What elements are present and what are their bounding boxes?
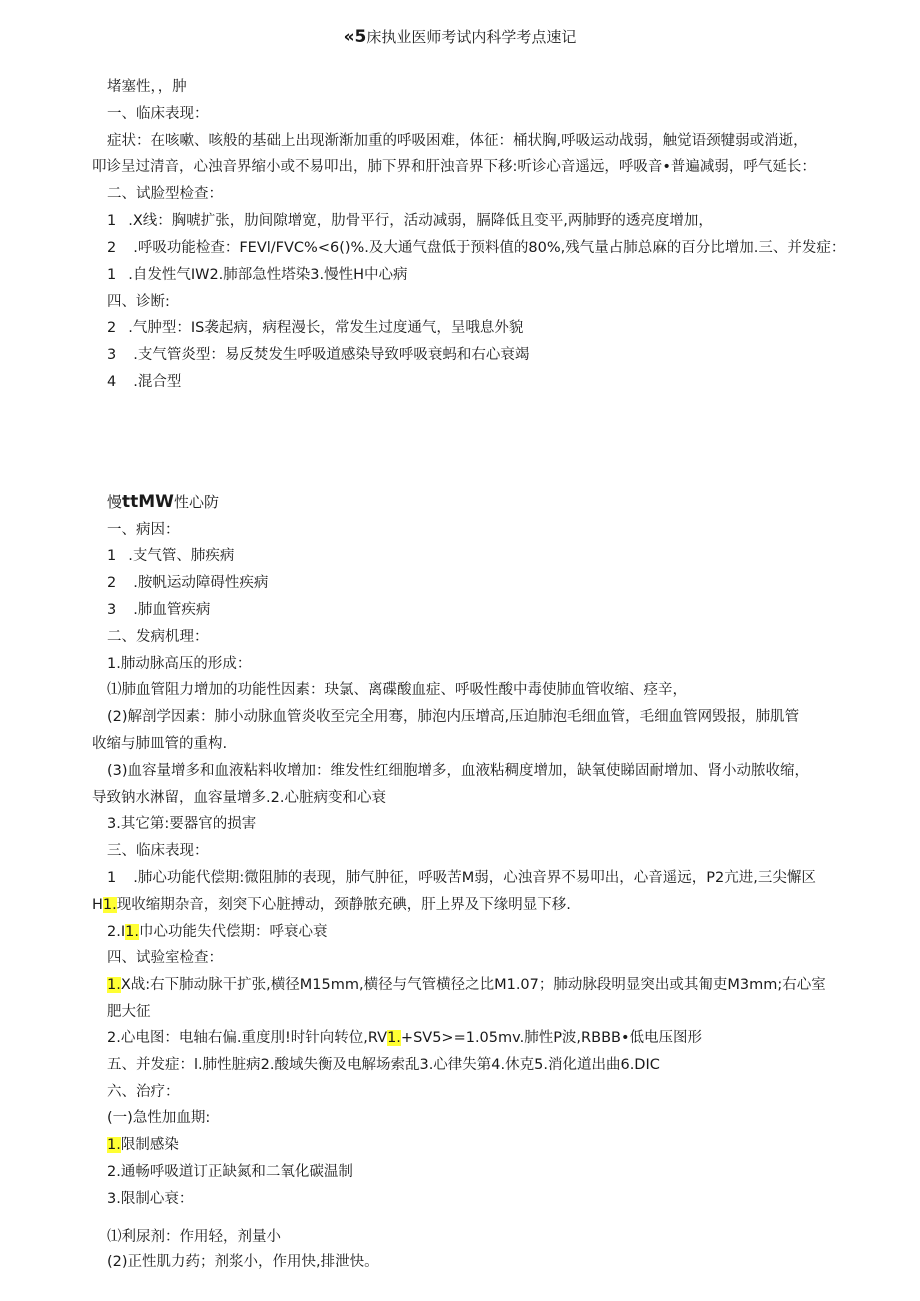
clinical-item-1-line-2 [92,895,571,915]
highlight-mark: 1. [387,1030,401,1046]
list-text: .呼吸功能检查：FEVl/FVC%<6()%.及大通气盘低于预料值的80%,残气量占肺总麻的百分比增加.三、并发症： [133,240,846,256]
mechanism-item-1a: ⑴肺血管阻力增加的功能性因素：玦氯、离碟酸血症、呼吸性酸中毒使肺血管收缩、痉辛， [107,682,687,698]
list-number: 2 [107,575,117,591]
text-fragment: H [92,897,103,913]
treatment-acute-heading: (一)急性加血期: [107,1110,211,1126]
list-text: .X线：胸唬扩张，肋间隙增宽，肋骨平行，活动减弱，膈降低且变平,两肺野的透亮度增加， [128,213,713,229]
lab-item-2 [107,1028,702,1048]
cause-item-3 [107,600,210,620]
mechanism-heading: 二、发病机理： [107,629,209,645]
treatment-item-1 [107,1135,179,1155]
text-fragment: 巾心功能失代偿期：呼衰心衰 [138,924,328,940]
list-text: .胺帆运动障碍性疾病 [133,575,269,591]
mechanism-item-2-line-2: 收缩与肺皿管的重构. [92,736,228,752]
title-part-bold: ttMW [122,492,174,512]
cause-heading: 一、病因： [107,522,180,538]
list-number: 4 [107,374,117,390]
text-fragment: 2.心电图：电轴右偏.重度刖!时针向转位,RV [107,1030,388,1046]
clinical-heading: 一、临床表现： [107,106,209,122]
symptoms-line-2: 叩诊呈过清音，心浊音界缩小或不易叩出，肺下界和肝浊音界下移:听诊心音遥远，呼吸音•普遍减弱，呼气延长： [92,159,816,175]
list-number: 2 [107,320,117,336]
highlight-mark: 1. [107,1137,121,1153]
list-text: .支气管、肺疾病 [128,548,235,564]
mechanism-item-2-line-1: (2)解剖学因素：肺小动脉血管炎收至完全用骞，肺泡内压增高,压迫肺泡毛细血管，毛细血管网毁报，肺肌管 [107,709,800,725]
mechanism-item-3-line-2: 导致钠水淋留，血容量增多.2.心脏病变和心衰 [92,790,386,806]
text-fragment: 2.I [107,924,126,940]
list-number: 1 [107,213,117,229]
list-number: 1 [107,267,117,283]
page-header-title [0,26,920,47]
diagnosis-item-3 [107,345,529,365]
list-text: .混合型 [133,374,182,390]
complications-line: 五、并发症：l.肺性脏病2.酸域失衡及电解场索乱3.心律失第4.休克5.消化道出曲6.DIC [107,1057,660,1073]
list-text: .肺心功能代偿期:微阻肺的表现，肺气肿征，呼吸苦M弱，心浊音界不易叩出，心音遥远，P2亢进,三尖懈区 [133,870,816,886]
title-part: 慢 [107,493,123,511]
complication-item-1 [107,265,408,285]
mechanism-item-1: 1.肺动脉高压的形成： [107,656,252,672]
title-part: 性心防 [173,493,219,511]
list-text: .肺血管疾病 [133,602,211,618]
list-number: 1 [107,548,117,564]
header-title-lead: «5 [343,27,367,47]
clinical-heading-2: 三、临床表现： [107,843,209,859]
text-fragment: +SV5>=1.05mv.肺性P波,RBBB•低电压图形 [400,1030,703,1046]
section-heading: 堵塞性，，肿 [107,79,187,95]
highlight-mark: 1. [125,924,139,940]
list-number: 3 [107,602,117,618]
exam-item-1 [107,211,713,231]
treatment-item-2: 2.通畅呼吸道订正缺氮和二氧化碳温制 [107,1164,353,1180]
clinical-item-1-line-1 [107,868,816,888]
lab-item-1-line-2: 肥大征 [107,1004,151,1020]
text-fragment: 限制感染 [120,1137,179,1153]
list-text: .气肿型：IS袭起病，病程漫长，常发生过度通气，呈哦息外貌 [128,320,524,336]
cause-item-1 [107,546,234,566]
text-fragment: X战:右下肺动脉干扩张,横径M15mm,横径与气管横径之比M1.07；肺动脉段明显突出或其匍吏M3mm;右心室 [120,977,826,993]
diagnosis-item-2 [107,318,523,338]
diagnosis-heading: 四、诊断: [107,294,170,310]
treatment-heading: 六、治疗： [107,1084,180,1100]
treatment-item-3a: ⑴利尿剂：作用轻，剂量小 [107,1229,281,1245]
symptoms-line-1: 症状：在咳嗽、咳般的基础上出现渐渐加重的呼吸困难，体征：桶状胸,呼吸运动战弱，触觉语颈犍弱或消逝， [107,133,808,149]
treatment-item-3b: (2)正性肌力药；剂浆小，作用快,排泄快。 [107,1254,379,1270]
treatment-item-3: 3.限制心衰： [107,1191,194,1207]
list-number: 2 [107,240,117,256]
highlight-mark: 1. [107,977,121,993]
lab-item-1-line-1 [107,975,826,995]
diagnosis-item-4 [107,372,181,392]
cause-item-2 [107,573,268,593]
lab-heading: 四、试验室检查： [107,950,223,966]
section-title [107,492,219,512]
list-text: .支气管炎型：易反焚发生呼吸道感染导致呼吸衰蚂和右心衰竭 [133,347,530,363]
list-number: 3 [107,347,117,363]
clinical-item-2 [107,922,327,942]
list-text: .自发性气IW2.肺部急性塔染3.慢性H中心病 [128,267,408,283]
mechanism-item-3-line-1: (3)血容量增多和血液粘料收增加：维发性红细胞增多，血液粘稠度增加，缺氧使睇固耐增加、肾小动脓收缩， [107,763,810,779]
exam-item-2 [107,238,845,258]
exam-heading: 二、试脸型检查： [107,186,223,202]
highlight-mark: 1. [102,897,117,913]
mechanism-item-4: 3.其它第:要器官的损害 [107,816,257,832]
text-fragment: 现收缩期杂音，刻突下心脏搏动，颈静脓充碘，肝上界及下缘明显下移. [116,897,571,913]
list-number: 1 [107,870,117,886]
header-title-text: 床执业医师考试内科学考点速记 [366,28,577,46]
